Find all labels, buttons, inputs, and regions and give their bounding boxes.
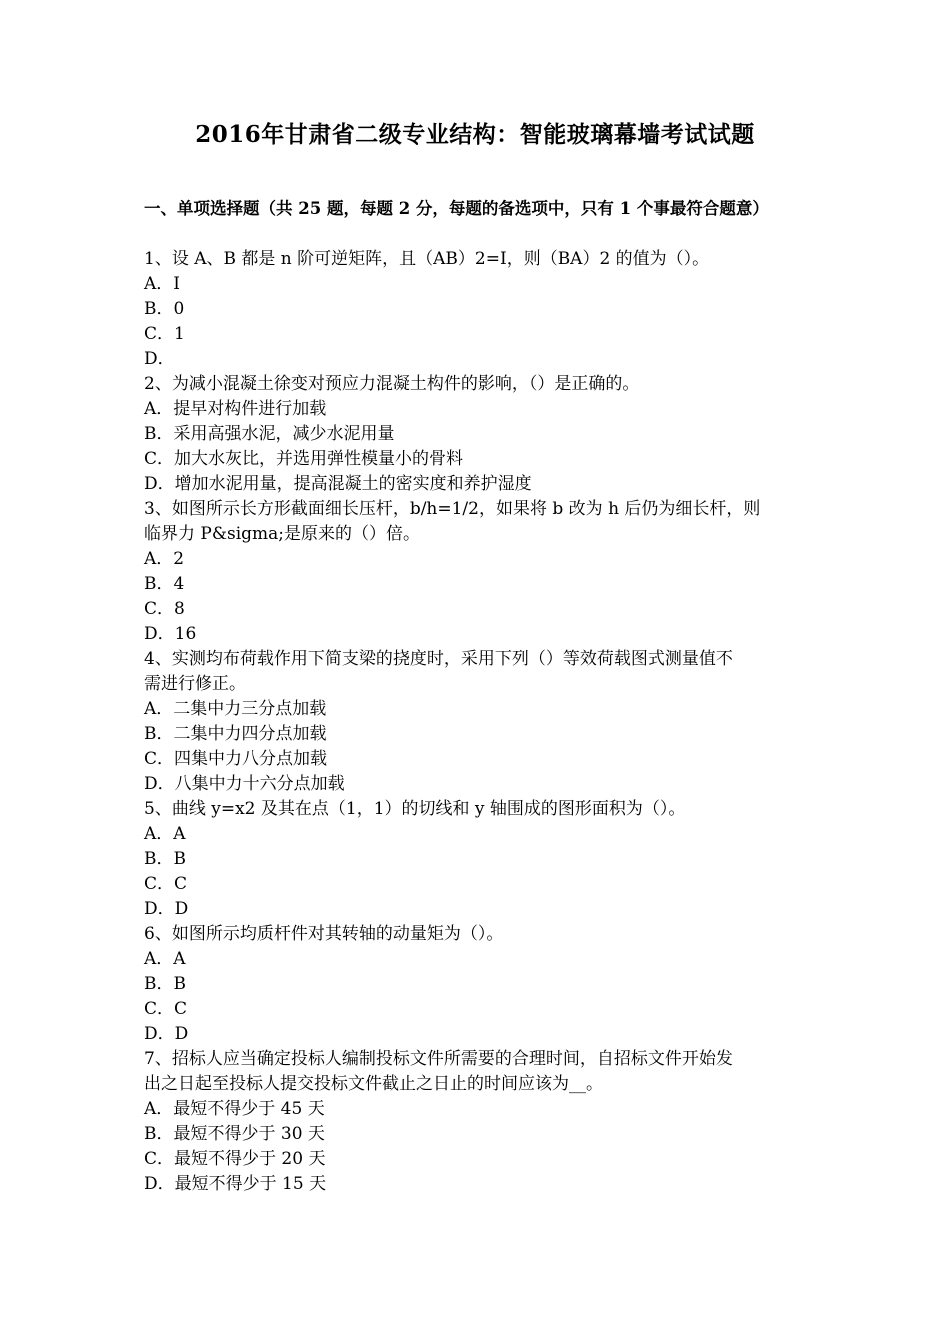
- question-5-stem: 5、曲线 y=x2 及其在点（1，1）的切线和 y 轴围成的图形面积为（）。: [144, 799, 686, 819]
- question-4-option-c: C．四集中力八分点加载: [144, 749, 328, 769]
- document-title: 2016年甘肃省二级专业结构：智能玻璃幕墙考试试题: [195, 121, 755, 148]
- question-3-option-d: D．16: [144, 624, 197, 644]
- question-1-option-c: C．1: [144, 324, 185, 344]
- question-7-option-b: B．最短不得少于 30 天: [144, 1124, 325, 1144]
- question-2-option-a: A．提早对构件进行加载: [144, 399, 327, 419]
- question-7-stem-line-2: 出之日起至投标人提交投标文件截止之日止的时间应该为__。: [144, 1074, 603, 1094]
- question-4-option-b: B．二集中力四分点加载: [144, 724, 327, 744]
- question-3-stem-line-1: 3、如图所示长方形截面细长压杆，b/h=1/2，如果将 b 改为 h 后仍为细长杆，则: [144, 499, 761, 519]
- question-7-option-a: A．最短不得少于 45 天: [144, 1099, 325, 1119]
- question-6-option-d: D．D: [144, 1024, 189, 1044]
- section-heading: 一、单项选择题（共 25 题，每题 2 分，每题的备选项中，只有 1 个事最符合题意）: [144, 199, 769, 218]
- question-4-stem-line-1: 4、实测均布荷载作用下简支梁的挠度时，采用下列（）等效荷载图式测量值不: [144, 649, 733, 669]
- question-3-option-c: C．8: [144, 599, 185, 619]
- question-1-option-b: B．0: [144, 299, 185, 319]
- question-3-option-b: B．4: [144, 574, 185, 594]
- question-6-option-a: A．A: [144, 949, 186, 969]
- question-5-option-a: A．A: [144, 824, 186, 844]
- question-1-stem: 1、设 A、B 都是 n 阶可逆矩阵，且（AB）2=I，则（BA）2 的值为（）。: [144, 249, 710, 269]
- question-5-option-d: D．D: [144, 899, 189, 919]
- question-4-option-d: D．八集中力十六分点加载: [144, 774, 345, 794]
- question-2-stem: 2、为减小混凝土徐变对预应力混凝土构件的影响，（）是正确的。: [144, 374, 640, 394]
- question-3-stem-line-2: 临界力 P&sigma;是原来的（）倍。: [144, 524, 421, 544]
- question-2-option-b: B．采用高强水泥，减少水泥用量: [144, 424, 395, 444]
- question-1-option-a: A．I: [144, 274, 180, 294]
- question-5-option-c: C．C: [144, 874, 188, 894]
- question-6-option-c: C．C: [144, 999, 188, 1019]
- question-5-option-b: B．B: [144, 849, 186, 869]
- question-2-option-d: D．增加水泥用量，提高混凝土的密实度和养护湿度: [144, 474, 532, 494]
- question-7-option-d: D．最短不得少于 15 天: [144, 1174, 327, 1194]
- question-2-option-c: C．加大水灰比，并选用弹性模量小的骨料: [144, 449, 464, 469]
- question-1-option-d: D．: [144, 349, 175, 369]
- question-6-option-b: B．B: [144, 974, 186, 994]
- question-7-option-c: C．最短不得少于 20 天: [144, 1149, 326, 1169]
- question-3-option-a: A．2: [144, 549, 185, 569]
- question-7-stem-line-1: 7、招标人应当确定投标人编制投标文件所需要的合理时间，自招标文件开始发: [144, 1049, 733, 1069]
- question-4-option-a: A．二集中力三分点加载: [144, 699, 327, 719]
- question-6-stem: 6、如图所示均质杆件对其转轴的动量矩为（）。: [144, 924, 504, 944]
- question-4-stem-line-2: 需进行修正。: [144, 674, 246, 694]
- question-list: [144, 247, 809, 1197]
